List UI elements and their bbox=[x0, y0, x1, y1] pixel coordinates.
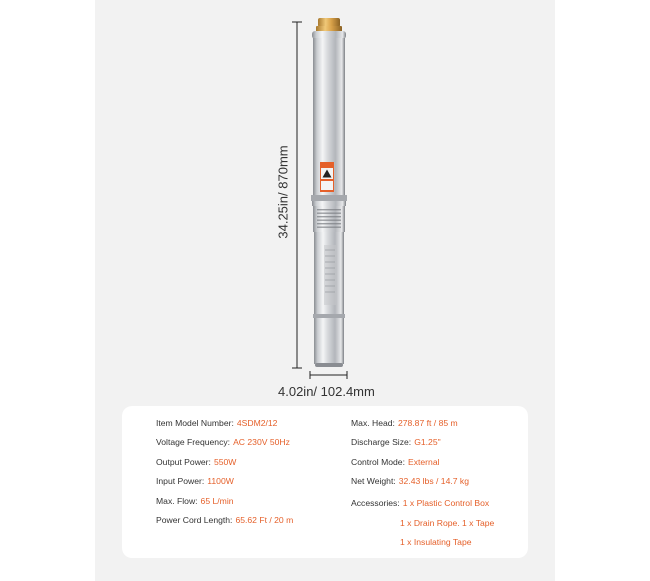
accessory-item: 1 x Plastic Control Box bbox=[402, 498, 490, 508]
spec-label: Discharge Size: bbox=[351, 437, 412, 447]
spec-row-cord-length bbox=[156, 515, 293, 525]
specifications-card bbox=[122, 406, 528, 558]
spec-value: 65 L/min bbox=[200, 496, 234, 506]
spec-row-max-head bbox=[351, 418, 458, 428]
spec-value: 278.87 ft / 85 m bbox=[397, 418, 458, 428]
spec-row-max-flow bbox=[156, 496, 234, 506]
spec-label: Input Power: bbox=[156, 476, 205, 486]
spec-label: Voltage Frequency: bbox=[156, 437, 231, 447]
spec-label: Max. Flow: bbox=[156, 496, 198, 506]
spec-label: Max. Head: bbox=[351, 418, 395, 428]
height-dimension-line bbox=[292, 22, 302, 368]
spec-value: 65.62 Ft / 20 m bbox=[235, 515, 294, 525]
pump-joint-ring bbox=[311, 195, 347, 206]
spec-row-input-power bbox=[156, 476, 234, 486]
spec-row-output-power bbox=[156, 457, 236, 467]
pump-intake-section bbox=[313, 206, 345, 232]
spec-label: Output Power: bbox=[156, 457, 211, 467]
width-dimension-line bbox=[310, 371, 347, 379]
spec-value: 550W bbox=[213, 457, 237, 467]
spec-value: 1100W bbox=[207, 476, 234, 486]
spec-row-discharge-size bbox=[351, 437, 441, 447]
spec-value: AC 230V 50Hz bbox=[233, 437, 290, 447]
spec-label: Net Weight: bbox=[351, 476, 396, 486]
spec-row-accessories bbox=[351, 498, 489, 508]
spec-row-model bbox=[156, 418, 277, 428]
spec-row-control-mode bbox=[351, 457, 440, 467]
spec-label: Item Model Number: bbox=[156, 418, 234, 428]
spec-label: Control Mode: bbox=[351, 457, 405, 467]
accessory-item: 1 x Tape bbox=[462, 518, 495, 528]
warning-label bbox=[320, 162, 334, 192]
spec-value: G1.25" bbox=[414, 437, 441, 447]
accessory-item: 1 x Drain Rope. bbox=[400, 518, 460, 528]
pump-motor-body bbox=[313, 232, 345, 367]
spec-value: 4SDM2/12 bbox=[236, 418, 278, 428]
spec-value: 32.43 lbs / 14.7 kg bbox=[398, 476, 469, 486]
spec-row-net-weight bbox=[351, 476, 469, 486]
height-dimension-label: 34.25in/ 870mm bbox=[275, 145, 291, 239]
spec-value: External bbox=[407, 457, 440, 467]
spec-label: Accessories: bbox=[351, 498, 400, 508]
accessory-item: 1 x Insulating Tape bbox=[400, 537, 472, 547]
spec-label: Power Cord Length: bbox=[156, 515, 233, 525]
spec-row-voltage bbox=[156, 437, 290, 447]
width-dimension-label: 4.02in/ 102.4mm bbox=[278, 384, 375, 399]
brass-outlet-fitting bbox=[316, 18, 342, 32]
